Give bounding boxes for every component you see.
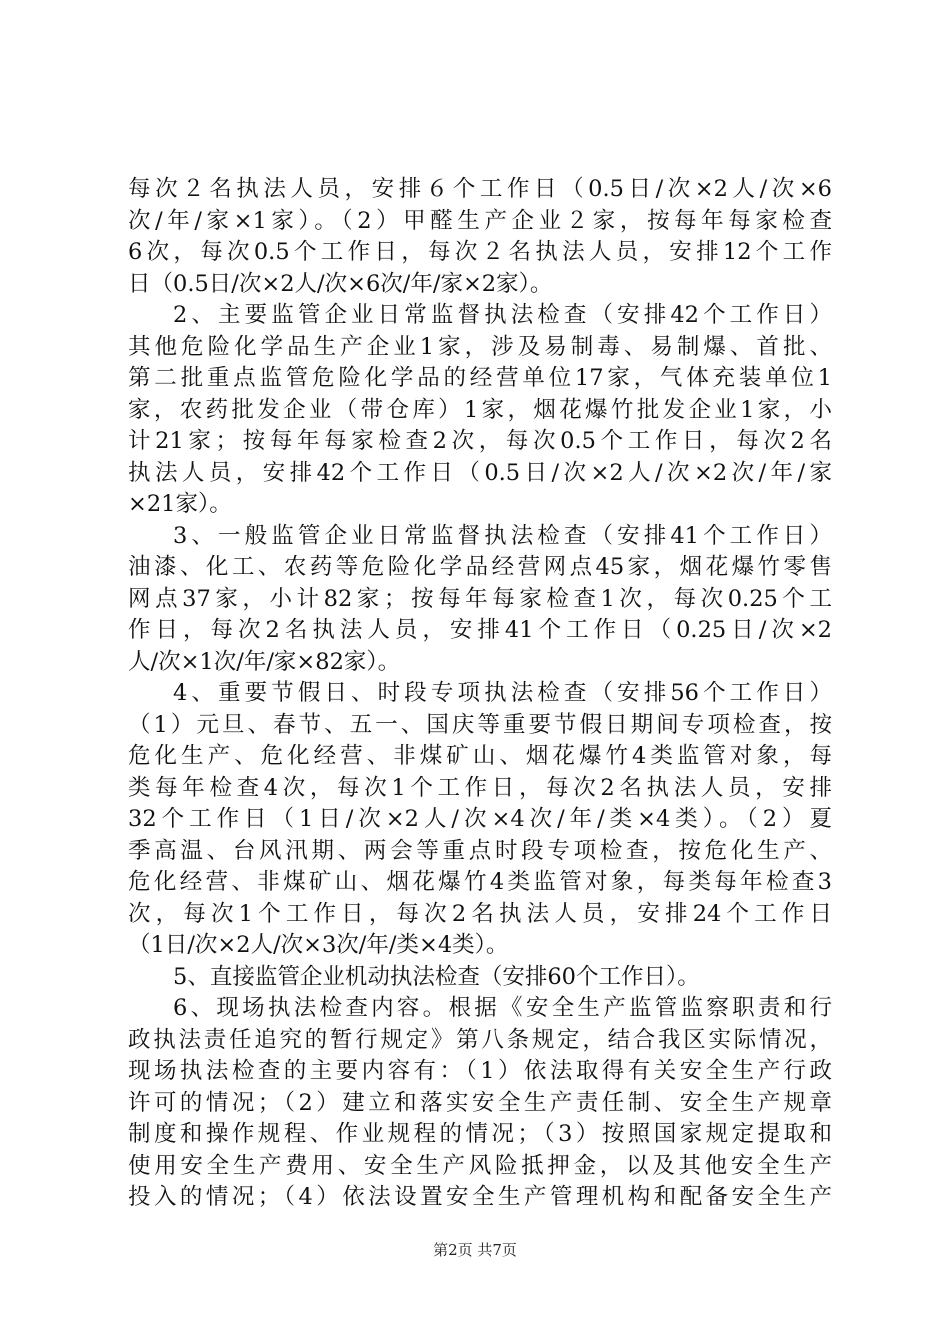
text-line: 许可的情况；（2）建立和落实安全生产责任制、安全生产规章: [128, 1089, 832, 1116]
text-line: 油漆、化工、农药等危险化学品经营网点45家，烟花爆竹零售: [128, 554, 832, 580]
text-line: 6次，每次0.5个工作日，每次２名执法人员，安排12个工作: [128, 239, 832, 265]
text-line: 使用安全生产费用、安全生产风险抵押金，以及其他安全生产: [128, 1152, 832, 1179]
text-line: 第二批重点监管危险化学品的经营单位17家，气体充装单位1: [128, 365, 832, 391]
text-line: 政执法责任追究的暂行规定》第八条规定，结合我区实际情况，: [128, 1026, 832, 1053]
text-line: 32个工作日（1日/次×2人/次×4次/年/类×4类）。（2）夏: [128, 806, 832, 832]
text-line: 类每年检查4次，每次1个工作日，每次2名执法人员，安排: [128, 774, 832, 801]
text-line: 季高温、台风汛期、两会等重点时段专项检查，按危化生产、: [128, 837, 832, 864]
text-line: 次/年/家×1家）。（2）甲醛生产企业２家，按每年每家检查: [128, 207, 832, 234]
text-line: 危化生产、危化经营、非煤矿山、烟花爆竹4类监管对象，每: [128, 743, 832, 769]
text-line: 危化经营、非煤矿山、烟花爆竹4类监管对象，每类每年检查3: [128, 869, 832, 895]
text-line: 网点37家，小计82家；按每年每家检查1次，每次0.25个工: [128, 585, 832, 612]
text-line: （1）元旦、春节、五一、国庆等重要节假日期间专项检查，按: [128, 711, 832, 738]
text-line: 3、一般监管企业日常监督执法检查（安排41个工作日）: [173, 522, 832, 549]
text-line: 家，农药批发企业（带仓库）1家，烟花爆竹批发企业1家，小: [128, 396, 832, 423]
document-body: [128, 174, 832, 1214]
text-line: 人/次×1次/年/家×82家）。: [128, 648, 401, 675]
text-line: ×21家）。: [128, 491, 232, 517]
text-line: 现场执法检查的主要内容有：（1）依法取得有关安全生产行政: [128, 1058, 832, 1084]
text-line: 4、重要节假日、时段专项执法检查（安排56个工作日）: [173, 680, 832, 706]
text-line: 作日，每次2名执法人员，安排41个工作日（0.25日/次×2: [128, 617, 832, 643]
text-line: 6、现场执法检查内容。根据《安全生产监管监察职责和行: [173, 995, 832, 1021]
text-line: （1日/次×2人/次×3次/年/类×4类）。: [128, 932, 509, 958]
text-line: 投入的情况；（4）依法设置安全生产管理机构和配备安全生产: [128, 1184, 832, 1210]
text-line: 计21家；按每年每家检查2次，每次0.5个工作日，每次2名: [128, 428, 832, 454]
page-footer: 第2页 共7页: [433, 1241, 517, 1259]
text-line: 其他危险化学品生产企业1家，涉及易制毒、易制爆、首批、: [128, 333, 832, 360]
text-line: 执法人员，安排42个工作日（0.5日/次×2人/次×2次/年/家: [128, 459, 832, 486]
text-line: 制度和操作规程、作业规程的情况；（3）按照国家规定提取和: [128, 1121, 832, 1147]
text-line: 日（0.5日/次×2人/次×6次/年/家×2家）。: [128, 270, 553, 297]
text-line: 2、主要监管企业日常监督执法检查（安排42个工作日）: [173, 302, 832, 328]
text-line: 5、直接监管企业机动执法检查（安排60个工作日）。: [173, 963, 700, 990]
text-line: 每次２名执法人员，安排６个工作日（0.5日/次×2人/次×6: [128, 176, 832, 202]
text-line: 次，每次1个工作日，每次2名执法人员，安排24个工作日: [128, 900, 832, 927]
